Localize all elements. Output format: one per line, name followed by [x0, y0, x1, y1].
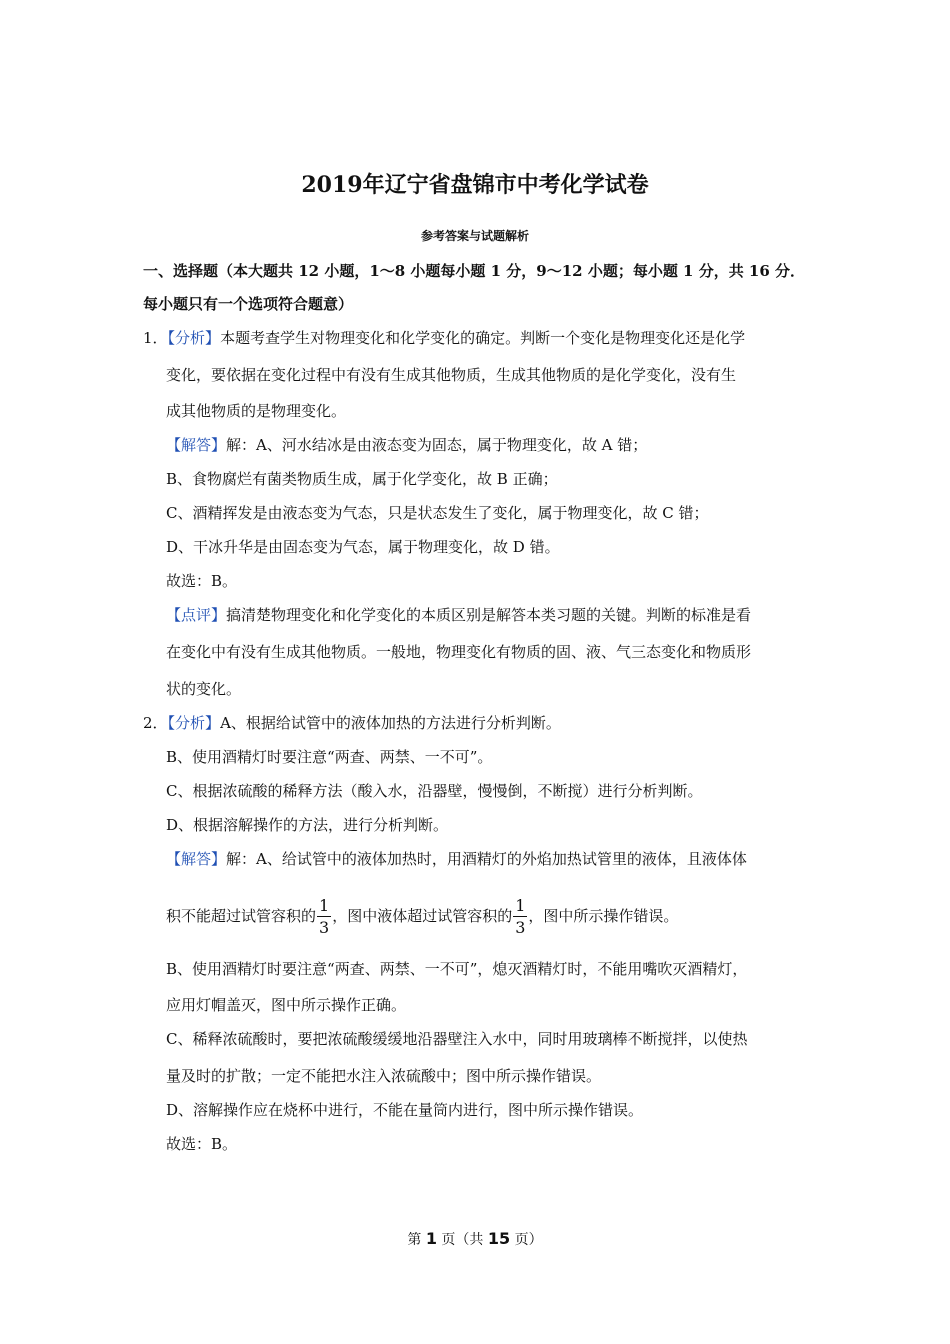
fraction-one-third	[513, 898, 527, 936]
q2-answer-a-part3: ，图中所示操作错误。	[528, 907, 679, 925]
q1-analysis-text: 本题考查学生对物理变化和化学变化的确定。判断一个变化是物理变化还是化学	[220, 329, 746, 347]
q2-analysis-c: C、根据浓硫酸的稀释方法（酸入水，沿器壁，慢慢倒，不断搅）进行分析判断。	[166, 782, 703, 800]
q2-analysis-a-text: A、根据给试管中的液体加热的方法进行分析判断。	[220, 714, 561, 732]
q2-choice: 故选：B。	[166, 1135, 238, 1153]
q1-analysis-line3: 成其他物质的是物理变化。	[166, 402, 347, 420]
page-title: 2019年辽宁省盘锦市中考化学试卷	[301, 172, 649, 198]
fraction-denominator: 3	[515, 918, 526, 937]
q1-comment-line2: 在变化中有没有生成其他物质。一般地，物理变化有物质的固、液、气三态变化和物质形	[166, 643, 752, 661]
q1-comment-line1	[166, 604, 751, 625]
q1-answer-b: B、食物腐烂有菌类物质生成，属于化学变化，故 B 正确；	[166, 470, 558, 488]
page-footer	[0, 1229, 950, 1249]
q2-analysis-a	[143, 712, 561, 733]
section-heading-line2: 每小题只有一个选项符合题意）	[143, 295, 354, 313]
footer-suffix: 页）	[510, 1232, 543, 1248]
q2-answer-a-part2: ，图中液体超过试管容积的	[332, 907, 513, 925]
q2-answer-a-part1: 积不能超过试管容积的	[166, 907, 317, 925]
q2-answer-a-line1	[166, 848, 747, 869]
section-heading-line1: 一、选择题（本大题共 12 小题，1～8 小题每小题 1 分，9～12 小题；每小题 1 分，共 16 分．	[143, 262, 806, 280]
q1-answer-d: D、干冰升华是由固态变为气态，属于物理变化，故 D 错。	[166, 538, 560, 556]
q1-choice: 故选：B。	[166, 572, 238, 590]
q1-comment-text: 搞清楚物理变化和化学变化的本质区别是解答本类习题的关键。判断的标准是看	[226, 606, 752, 624]
q2-analysis-d: D、根据溶解操作的方法，进行分析判断。	[166, 816, 449, 834]
q1-analysis-tag: 【分析】	[167, 329, 221, 347]
q1-answer-c: C、酒精挥发是由液态变为气态，只是状态发生了变化，属于物理变化，故 C 错；	[166, 504, 709, 522]
q1-answer-a	[166, 434, 647, 455]
q1-comment-line3: 状的变化。	[166, 680, 242, 698]
fraction-one-third	[317, 898, 331, 936]
q2-number: 2．	[143, 714, 168, 732]
q1-answer-tag: 【解答】	[166, 436, 227, 454]
q1-comment-tag: 【点评】	[166, 606, 227, 624]
q2-answer-tag: 【解答】	[166, 850, 227, 868]
q1-analysis-line2: 变化，要依据在变化过程中有没有生成其他物质，生成其他物质的是化学变化，没有生	[166, 366, 737, 384]
fraction-numerator: 1	[319, 896, 330, 915]
q2-answer-a-line2	[166, 898, 678, 936]
page-subtitle: 参考答案与试题解析	[420, 229, 529, 243]
footer-mid: 页（共	[436, 1232, 488, 1248]
q1-number: 1．	[143, 329, 168, 347]
footer-prefix: 第	[407, 1232, 426, 1248]
q2-answer-b-line1: B、使用酒精灯时要注意“两查、两禁、一不可”，熄灭酒精灯时，不能用嘴吹灭酒精灯，	[166, 960, 748, 978]
q2-analysis-tag: 【分析】	[167, 714, 221, 732]
q2-answer-b-line2: 应用灯帽盖灭，图中所示操作正确。	[166, 996, 407, 1014]
fraction-numerator: 1	[515, 896, 526, 915]
q2-answer-d: D、溶解操作应在烧杯中进行，不能在量筒内进行，图中所示操作错误。	[166, 1101, 644, 1119]
footer-page-number: 1	[425, 1229, 437, 1248]
q1-analysis-line1	[143, 327, 745, 348]
q2-answer-a-text: 解：A、给试管中的液体加热时，用酒精灯的外焰加热试管里的液体，且液体体	[226, 850, 747, 868]
q2-answer-c-line1: C、稀释浓硫酸时，要把浓硫酸缓缓地沿器壁注入水中，同时用玻璃棒不断搅拌，以使热	[166, 1030, 748, 1048]
footer-total-pages: 15	[487, 1229, 511, 1248]
q2-analysis-b: B、使用酒精灯时要注意“两查、两禁、一不可”。	[166, 748, 493, 766]
q1-answer-a-text: 解：A、河水结冰是由液态变为固态，属于物理变化，故 A 错；	[226, 436, 648, 454]
q2-answer-c-line2: 量及时的扩散；一定不能把水注入浓硫酸中；图中所示操作错误。	[166, 1067, 602, 1085]
fraction-denominator: 3	[319, 918, 330, 937]
